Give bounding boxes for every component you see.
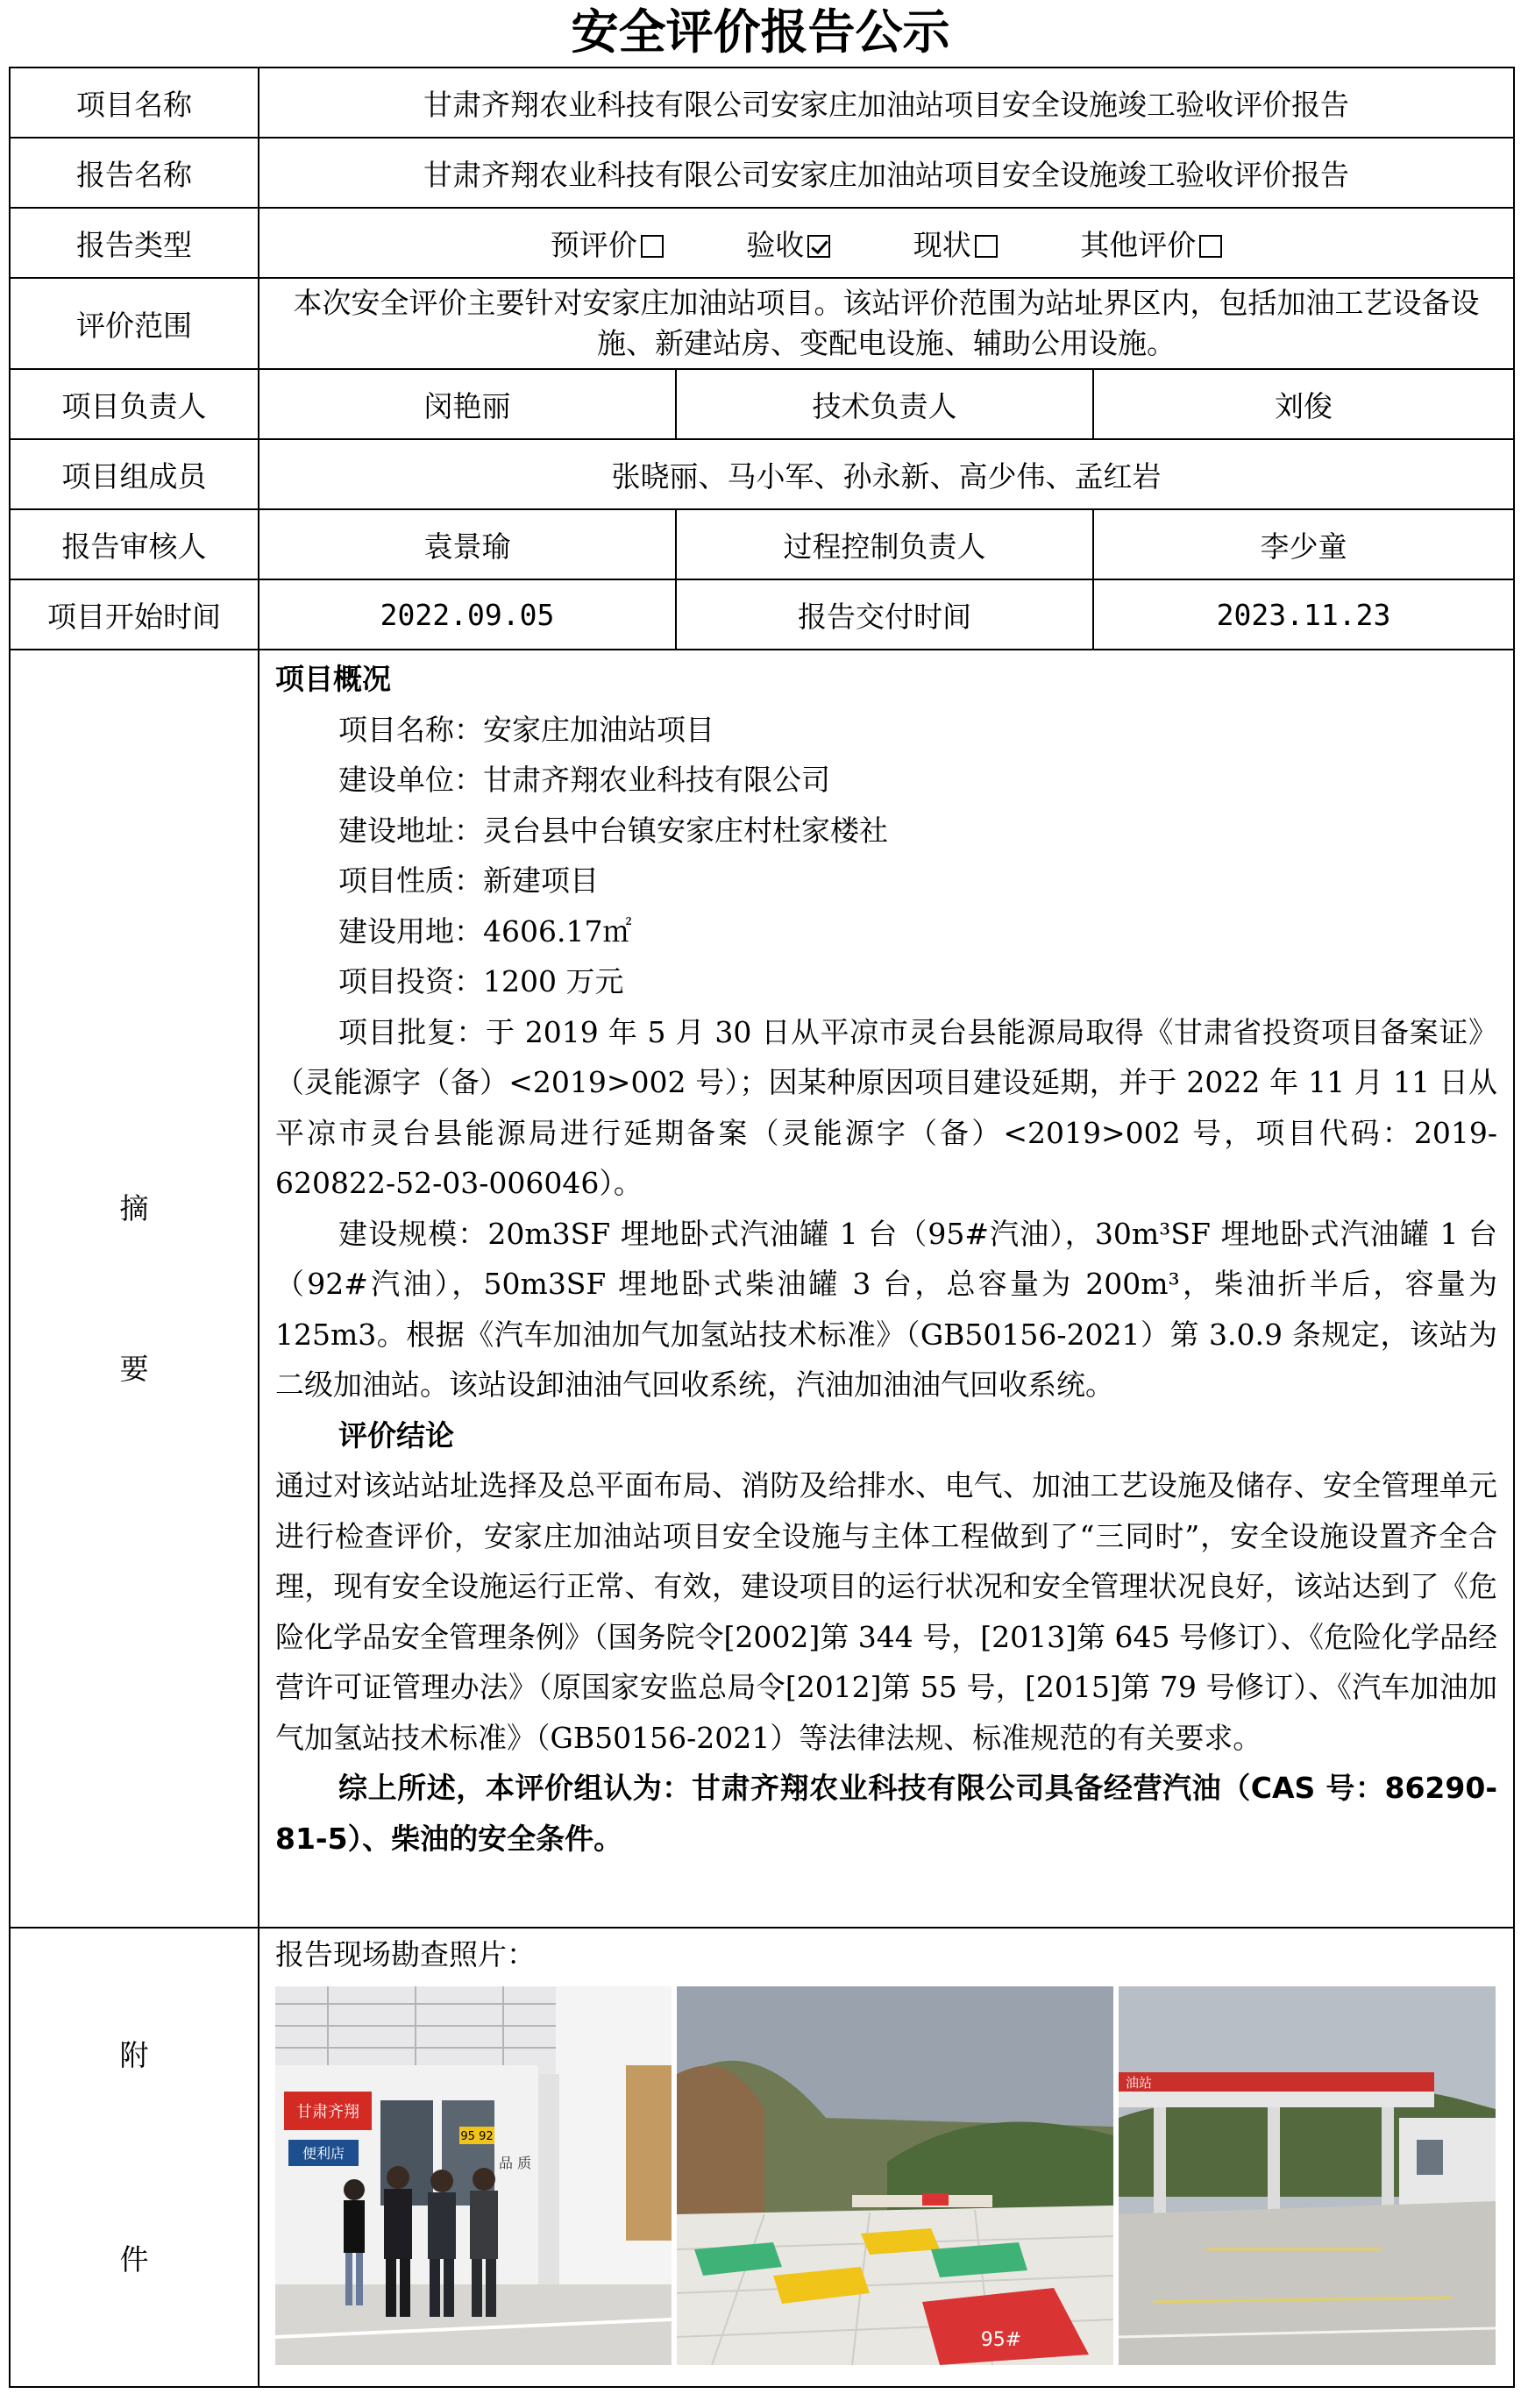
attachment-content bbox=[259, 1928, 1514, 2387]
row-project-name bbox=[10, 67, 1514, 138]
conclusion-heading: 评价结论 bbox=[338, 1417, 454, 1453]
overview-item: 项目性质：新建项目 bbox=[338, 863, 599, 898]
photo-caption: 报告现场勘查照片： bbox=[275, 1937, 536, 1971]
overview-heading: 项目概况 bbox=[275, 662, 391, 696]
summary-label-char-1: 摘 bbox=[119, 1191, 149, 1225]
photo-quality-text: 品 质 bbox=[499, 2155, 532, 2171]
option-label: 其他评价 bbox=[1080, 227, 1197, 262]
value-start-date: 2022.09.05 bbox=[259, 579, 676, 650]
label-report-type: 报告类型 bbox=[10, 208, 259, 278]
staff-photo-image bbox=[275, 1986, 672, 2365]
checkbox-pre-evaluation[interactable] bbox=[641, 235, 664, 258]
label-project-leader: 项目负责人 bbox=[10, 369, 259, 439]
option-pre-evaluation bbox=[551, 223, 664, 264]
overview-item: 建设地址：灵台县中台镇安家庄村杜家楼社 bbox=[338, 813, 888, 848]
option-label: 现状 bbox=[913, 227, 971, 262]
label-start-date: 项目开始时间 bbox=[10, 579, 259, 650]
value-delivery-date: 2023.11.23 bbox=[1093, 579, 1514, 650]
row-report-name bbox=[10, 138, 1514, 208]
value-project-name: 甘肃齐翔农业科技有限公司安家庄加油站项目安全设施竣工验收评价报告 bbox=[259, 67, 1514, 138]
site-photo-tanks bbox=[677, 1986, 1113, 2365]
canopy-text: 油站 bbox=[1126, 2075, 1153, 2091]
attachment-label-char-2: 件 bbox=[119, 2242, 149, 2277]
checkbox-status[interactable] bbox=[975, 235, 998, 258]
row-reviewer bbox=[10, 509, 1514, 579]
site-photo-staff bbox=[275, 1986, 672, 2365]
label-project-name: 项目名称 bbox=[10, 67, 259, 138]
row-summary bbox=[10, 650, 1514, 1928]
label-scope: 评价范围 bbox=[10, 278, 259, 369]
label-process-control: 过程控制负责人 bbox=[676, 509, 1093, 579]
value-process-control: 李少童 bbox=[1093, 509, 1514, 579]
option-acceptance bbox=[746, 223, 830, 264]
value-scope: 本次安全评价主要针对安家庄加油站项目。该站评价范围为站址界区内，包括加油工艺设备设施、新建站房、变配电设施、辅助公用设施。 bbox=[259, 278, 1514, 369]
label-report-name: 报告名称 bbox=[10, 138, 259, 208]
report-table bbox=[9, 67, 1515, 2388]
value-project-leader: 闵艳丽 bbox=[259, 369, 676, 439]
option-status bbox=[913, 223, 998, 264]
report-type-options bbox=[259, 208, 1514, 278]
final-conclusion: 综上所述，本评价组认为：甘肃齐翔农业科技有限公司具备经营汽油（CAS 号：86290-81-5）、柴油的安全条件。 bbox=[275, 1771, 1498, 1856]
value-reviewer: 袁景瑜 bbox=[259, 509, 676, 579]
attachment-label-char-1: 附 bbox=[119, 2038, 149, 2072]
overview-item: 建设单位：甘肃齐翔农业科技有限公司 bbox=[338, 763, 830, 797]
conclusion-text: 通过对该站站址选择及总平面布局、消防及给排水、电气、加油工艺设施及储存、安全管理单元进行检查评价，安家庄加油站项目安全设施与主体工程做到了“三同时”，安全设施设置齐全合理，现有安全设施运行正常、有效，建设项目的运行状况和安全管理状况良好，该站达到了《危险化学品安全管理条例》（国务院令[2002]第 344 号，[2013]第 645 号修订）、《危险化学品经营许可证管理办法》（原国家安监总局令[2012]第 55 号，[2015]第 79 号修订）、《汽车加油加气加氢站技术标准》（GB50156-2021）等法律法规、标准规范的有关要求。 bbox=[275, 1468, 1498, 1755]
page-title: 安全评价报告公示 bbox=[571, 4, 950, 60]
tanks-photo-image bbox=[677, 1986, 1113, 2365]
label-summary bbox=[10, 650, 259, 1928]
photo-counter-text: 便利店 bbox=[302, 2145, 345, 2162]
label-members: 项目组成员 bbox=[10, 439, 259, 509]
option-other bbox=[1080, 223, 1222, 264]
photo-price-text: 95 92 bbox=[460, 2130, 494, 2143]
overview-item: 项目名称：安家庄加油站项目 bbox=[338, 712, 714, 747]
summary-content bbox=[259, 650, 1514, 1928]
option-label: 验收 bbox=[746, 227, 805, 262]
option-label: 预评价 bbox=[550, 227, 637, 262]
summary-label-char-2: 要 bbox=[119, 1352, 149, 1386]
row-report-type bbox=[10, 208, 1514, 278]
row-members bbox=[10, 439, 1514, 509]
value-report-name: 甘肃齐翔农业科技有限公司安家庄加油站项目安全设施竣工验收评价报告 bbox=[259, 138, 1514, 208]
photo-sign-text: 甘肃齐翔 bbox=[296, 2103, 359, 2121]
value-tech-leader: 刘俊 bbox=[1093, 369, 1514, 439]
row-dates bbox=[10, 579, 1514, 650]
checkbox-other[interactable] bbox=[1199, 235, 1222, 258]
checkbox-acceptance[interactable] bbox=[807, 235, 830, 258]
row-scope bbox=[10, 278, 1514, 369]
label-delivery-date: 报告交付时间 bbox=[676, 579, 1093, 650]
overview-item: 项目投资：1200 万元 bbox=[338, 964, 624, 998]
scale-text: 建设规模：20m3SF 埋地卧式汽油罐 1 台（95#汽油），30m³SF 埋地卧式汽油罐 1 台（92#汽油），50m3SF 埋地卧式柴油罐 3 台，总容量为 200m³，柴油折半后，容量为 125m3。根据《汽车加油加气加氢站技术标准》（GB50156-2021）第 3.0.9 条规定，该站为二级加油站。该站设卸油油气回收系统，汽油加油油气回收系统。 bbox=[275, 1216, 1498, 1402]
row-leader bbox=[10, 369, 1514, 439]
row-attachment bbox=[10, 1928, 1514, 2387]
tank-label-text: 95# bbox=[980, 2329, 1022, 2351]
photo-strip bbox=[275, 1986, 1497, 2365]
label-reviewer: 报告审核人 bbox=[10, 509, 259, 579]
site-photo-canopy bbox=[1119, 1986, 1496, 2365]
overview-item: 建设用地：4606.17㎡ bbox=[338, 913, 632, 948]
canopy-photo-image bbox=[1119, 1986, 1496, 2365]
label-tech-leader: 技术负责人 bbox=[676, 369, 1093, 439]
value-members: 张晓丽、马小军、孙永新、高少伟、孟红岩 bbox=[259, 439, 1514, 509]
approval-text: 项目批复：于 2019 年 5 月 30 日从平凉市灵台县能源局取得《甘肃省投资项目备案证》（灵能源字（备）<2019>002 号）；因某种原因项目建设延期，并于 2022 年 11 月 11 日从平凉市灵台县能源局进行延期备案（灵能源字（备）<2019>002 号，项目代码：2019-620822-52-03-006046）。 bbox=[275, 1014, 1498, 1200]
label-attachment bbox=[10, 1928, 259, 2387]
